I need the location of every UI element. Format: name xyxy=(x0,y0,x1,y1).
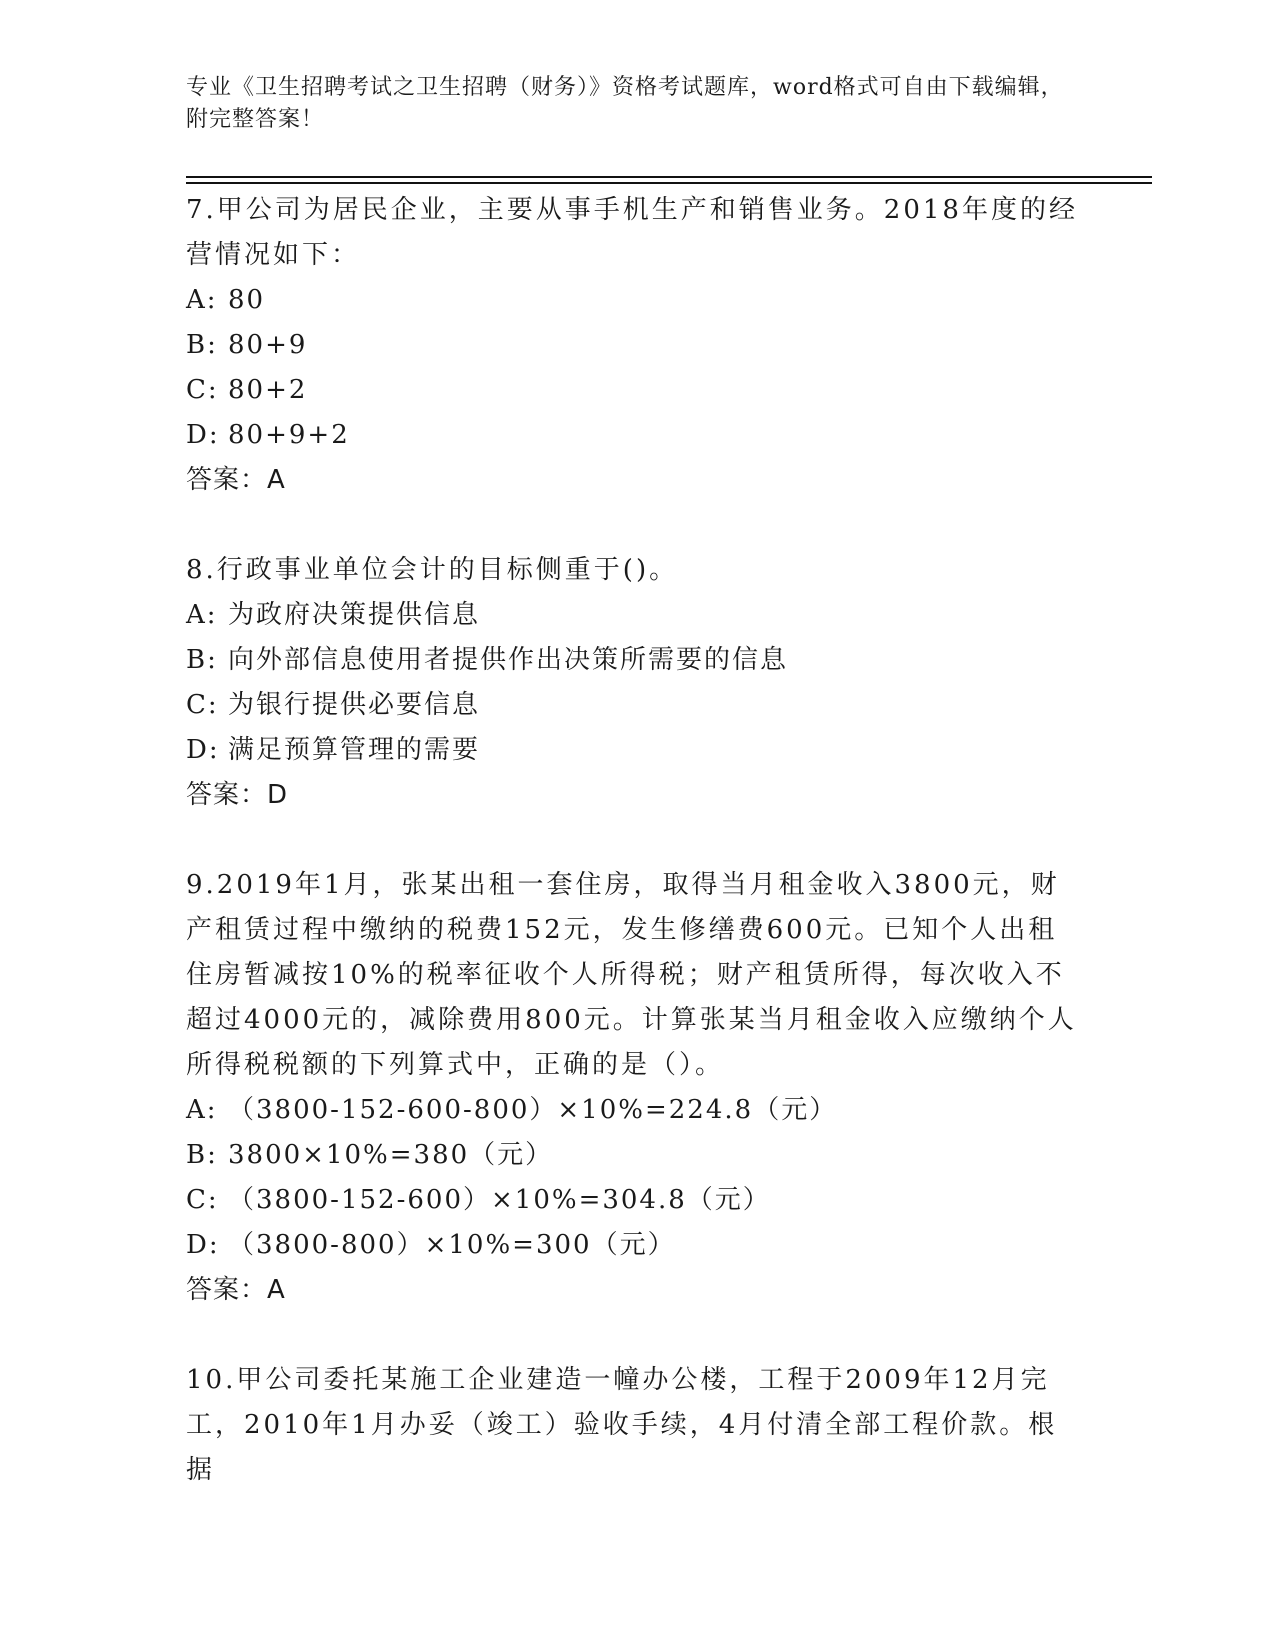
question-stem: 7.甲公司为居民企业，主要从事手机生产和销售业务。2018年度的经营情况如下： xyxy=(186,195,1078,270)
spacer xyxy=(186,817,1086,863)
question-stem: 8.行政事业单位会计的目标侧重于()。 xyxy=(186,555,679,585)
option-text: 80+9 xyxy=(228,330,308,360)
question-7 xyxy=(186,188,1086,502)
option-text: 为政府决策提供信息 xyxy=(228,600,481,630)
option-b xyxy=(186,323,1086,368)
question-stem: 10.甲公司委托某施工企业建造一幢办公楼，工程于2009年12月完工，2010年1月办妥（竣工）验收手续，4月付清全部工程价款。根据 xyxy=(186,1365,1058,1485)
question-list xyxy=(186,188,1086,1493)
option-b xyxy=(186,1133,1086,1178)
question-9 xyxy=(186,863,1086,1312)
option-key: D: xyxy=(186,420,220,450)
header-divider-bottom xyxy=(186,182,1152,184)
option-key: C: xyxy=(186,1185,219,1215)
option-c xyxy=(186,368,1086,413)
option-text: 80+9+2 xyxy=(228,420,350,450)
option-a xyxy=(186,1088,1086,1133)
spacer xyxy=(186,502,1086,548)
option-text: 80 xyxy=(228,285,266,315)
question-stem: 9.2019年1月，张某出租一套住房，取得当月租金收入3800元，财产租赁过程中缴纳的税费152元，发生修缮费600元。已知个人出租住房暂减按10%的税率征收个人所得税；财产租赁所得，每次收入不超过4000元的，减除费用800元。计算张某当月租金收入应缴纳个人所得税税额的下列算式中，正确的是（）。 xyxy=(186,870,1077,1080)
option-key: A: xyxy=(186,285,218,315)
option-key: C: xyxy=(186,690,219,720)
answer-line: 答案：A xyxy=(186,465,286,495)
question-8 xyxy=(186,548,1086,817)
option-key: B: xyxy=(186,330,218,360)
option-text: 向外部信息使用者提供作出决策所需要的信息 xyxy=(228,645,789,675)
option-text: 3800×10%=380（元） xyxy=(228,1140,554,1170)
question-10 xyxy=(186,1358,1086,1493)
answer-line: 答案：D xyxy=(186,780,289,810)
option-key: D: xyxy=(186,1230,220,1260)
option-d xyxy=(186,728,1086,773)
option-d xyxy=(186,413,1086,458)
option-text: 80+2 xyxy=(228,375,308,405)
option-key: A: xyxy=(186,1095,218,1125)
option-d xyxy=(186,1223,1086,1268)
option-key: B: xyxy=(186,645,218,675)
option-c xyxy=(186,683,1086,728)
document-header xyxy=(186,72,1066,136)
option-key: A: xyxy=(186,600,218,630)
option-key: B: xyxy=(186,1140,218,1170)
option-text: （3800-152-600）×10%=304.8（元） xyxy=(228,1185,771,1215)
option-key: D: xyxy=(186,735,220,765)
option-c xyxy=(186,1178,1086,1223)
option-key: C: xyxy=(186,375,219,405)
option-text: 为银行提供必要信息 xyxy=(228,690,481,720)
option-a xyxy=(186,593,1086,638)
option-text: （3800-800）×10%=300（元） xyxy=(228,1230,676,1260)
spacer xyxy=(186,1312,1086,1358)
option-text: 满足预算管理的需要 xyxy=(228,735,481,765)
header-intro-text: 专业《卫生招聘考试之卫生招聘（财务）》资格考试题库，word格式可自由下载编辑，附完整答案！ xyxy=(186,75,1064,132)
option-text: （3800-152-600-800）×10%=224.8（元） xyxy=(228,1095,838,1125)
option-b xyxy=(186,638,1086,683)
option-a xyxy=(186,278,1086,323)
header-divider-top xyxy=(186,176,1152,178)
answer-line: 答案：A xyxy=(186,1275,286,1305)
